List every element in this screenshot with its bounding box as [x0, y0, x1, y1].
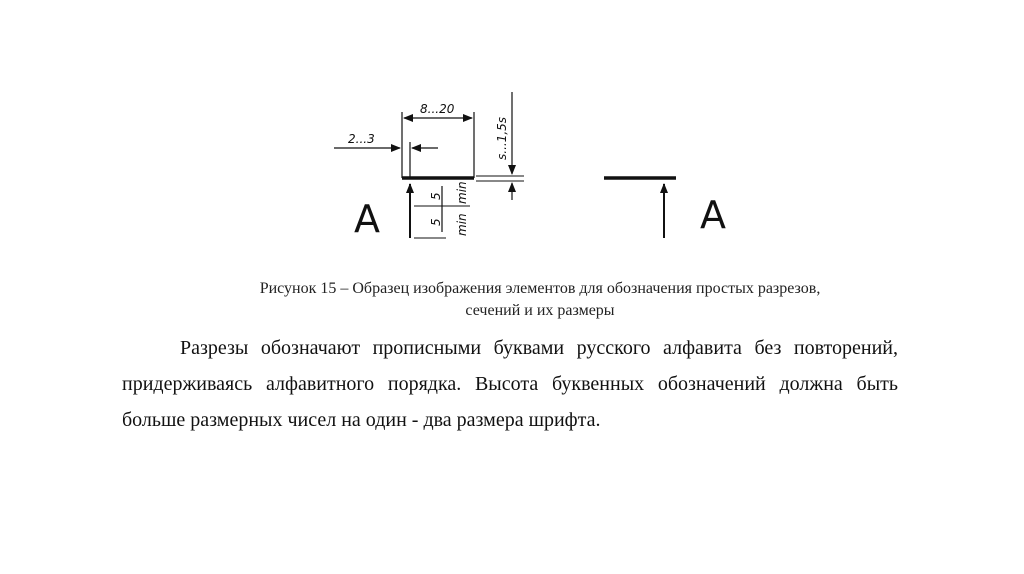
dim-right-label: s...1,5s [495, 116, 509, 160]
dim-v1-number: 5 [429, 192, 443, 200]
dim-v1-min: min [455, 181, 469, 204]
body-paragraph: Разрезы обозначают прописными буквами русского алфавита без повторений, придерживаясь алфавитного порядка. Высота буквенных обозначений должна быть больше размерных чисел на один - два размера шрифта. [122, 337, 898, 431]
figure-caption [150, 278, 930, 322]
dim-left-label: 2...3 [348, 132, 375, 146]
left-figure [334, 92, 524, 241]
caption-line-1: Рисунок 15 – Образец изображения элементов для обозначения простых разрезов, [259, 280, 821, 297]
caption-line-2: сечений и их размеры [465, 302, 615, 319]
section-letter-left: А [354, 197, 380, 241]
dim-v2-number: 5 [429, 218, 443, 226]
dim-top-label: 8...20 [420, 102, 455, 116]
dim-v2-min: min [455, 213, 469, 236]
section-letter-right: А [700, 193, 726, 237]
right-figure [604, 178, 726, 238]
